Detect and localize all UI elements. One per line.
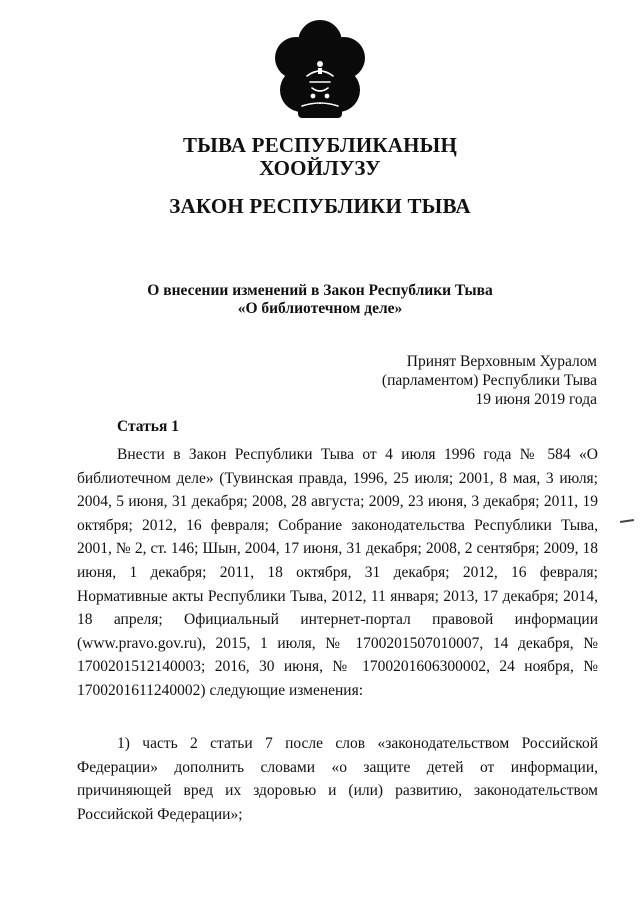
- scan-edge-mark: [620, 519, 634, 523]
- law-title-line2: «О библиотечном деле»: [237, 300, 403, 317]
- header-tuvan-line1: ТЫВА РЕСПУБЛИКАНЫҢ: [182, 133, 458, 157]
- article-title: Статья 1: [117, 418, 179, 435]
- adoption-date: 19 июня 2019 года: [475, 391, 597, 408]
- header-tuvan-line2: ХООЙЛУЗУ: [259, 156, 381, 180]
- header-russian-title: ЗАКОН РЕСПУБЛИКИ ТЫВА: [169, 194, 471, 218]
- coat-of-arms-emblem-icon: [272, 18, 368, 122]
- adoption-info: [382, 352, 597, 409]
- adoption-line1: Принят Верховным Хуралом: [406, 353, 597, 370]
- law-title-line1: О внесении изменений в Закон Республики Тыва: [147, 282, 493, 299]
- article-paragraph-1: Внести в Закон Республики Тыва от 4 июля 1996 года № 584 «О библиотечном деле» (Тувинская правда, 1996, 25 июля; 2001, 8 мая, 3 июля; 2004, 5 июня, 31 декабря; 2008, 28 августа; 2009, 23 июня, 3 декабря; 2011, 19 октября; 2012, 16 февраля; Собрание законодательства Республики Тыва, 2001, № 2, ст. 146; Шын, 2004, 17 июня, 31 декабря; 2008, 2 сентября; 2009, 18 июня, 1 декабря; 2011, 18 октября, 31 декабря; 2012, 16 февраля; Нормативные акты Республики Тыва, 2012, 11 января; 2013, 17 декабря; 2014, 18 апреля; Официальный интернет-портал правовой информации (www.pravo.gov.ru), 2015, 1 июля, № 1700201507010007, 14 декабря, № 1700201512140003; 2016, 30 июня, № 1700201606300002, 24 ноября, № 1700201611240002) следующие изменения:: [77, 446, 598, 699]
- article-paragraph-2: 1) часть 2 статьи 7 после слов «законодательством Российской Федерации» дополнить словами «о защите детей от информации, причиняющей вред их здоровью и (или) развитию, законодательством Российской Федерации»;: [77, 735, 598, 823]
- adoption-line2: (парламентом) Республики Тыва: [381, 372, 597, 389]
